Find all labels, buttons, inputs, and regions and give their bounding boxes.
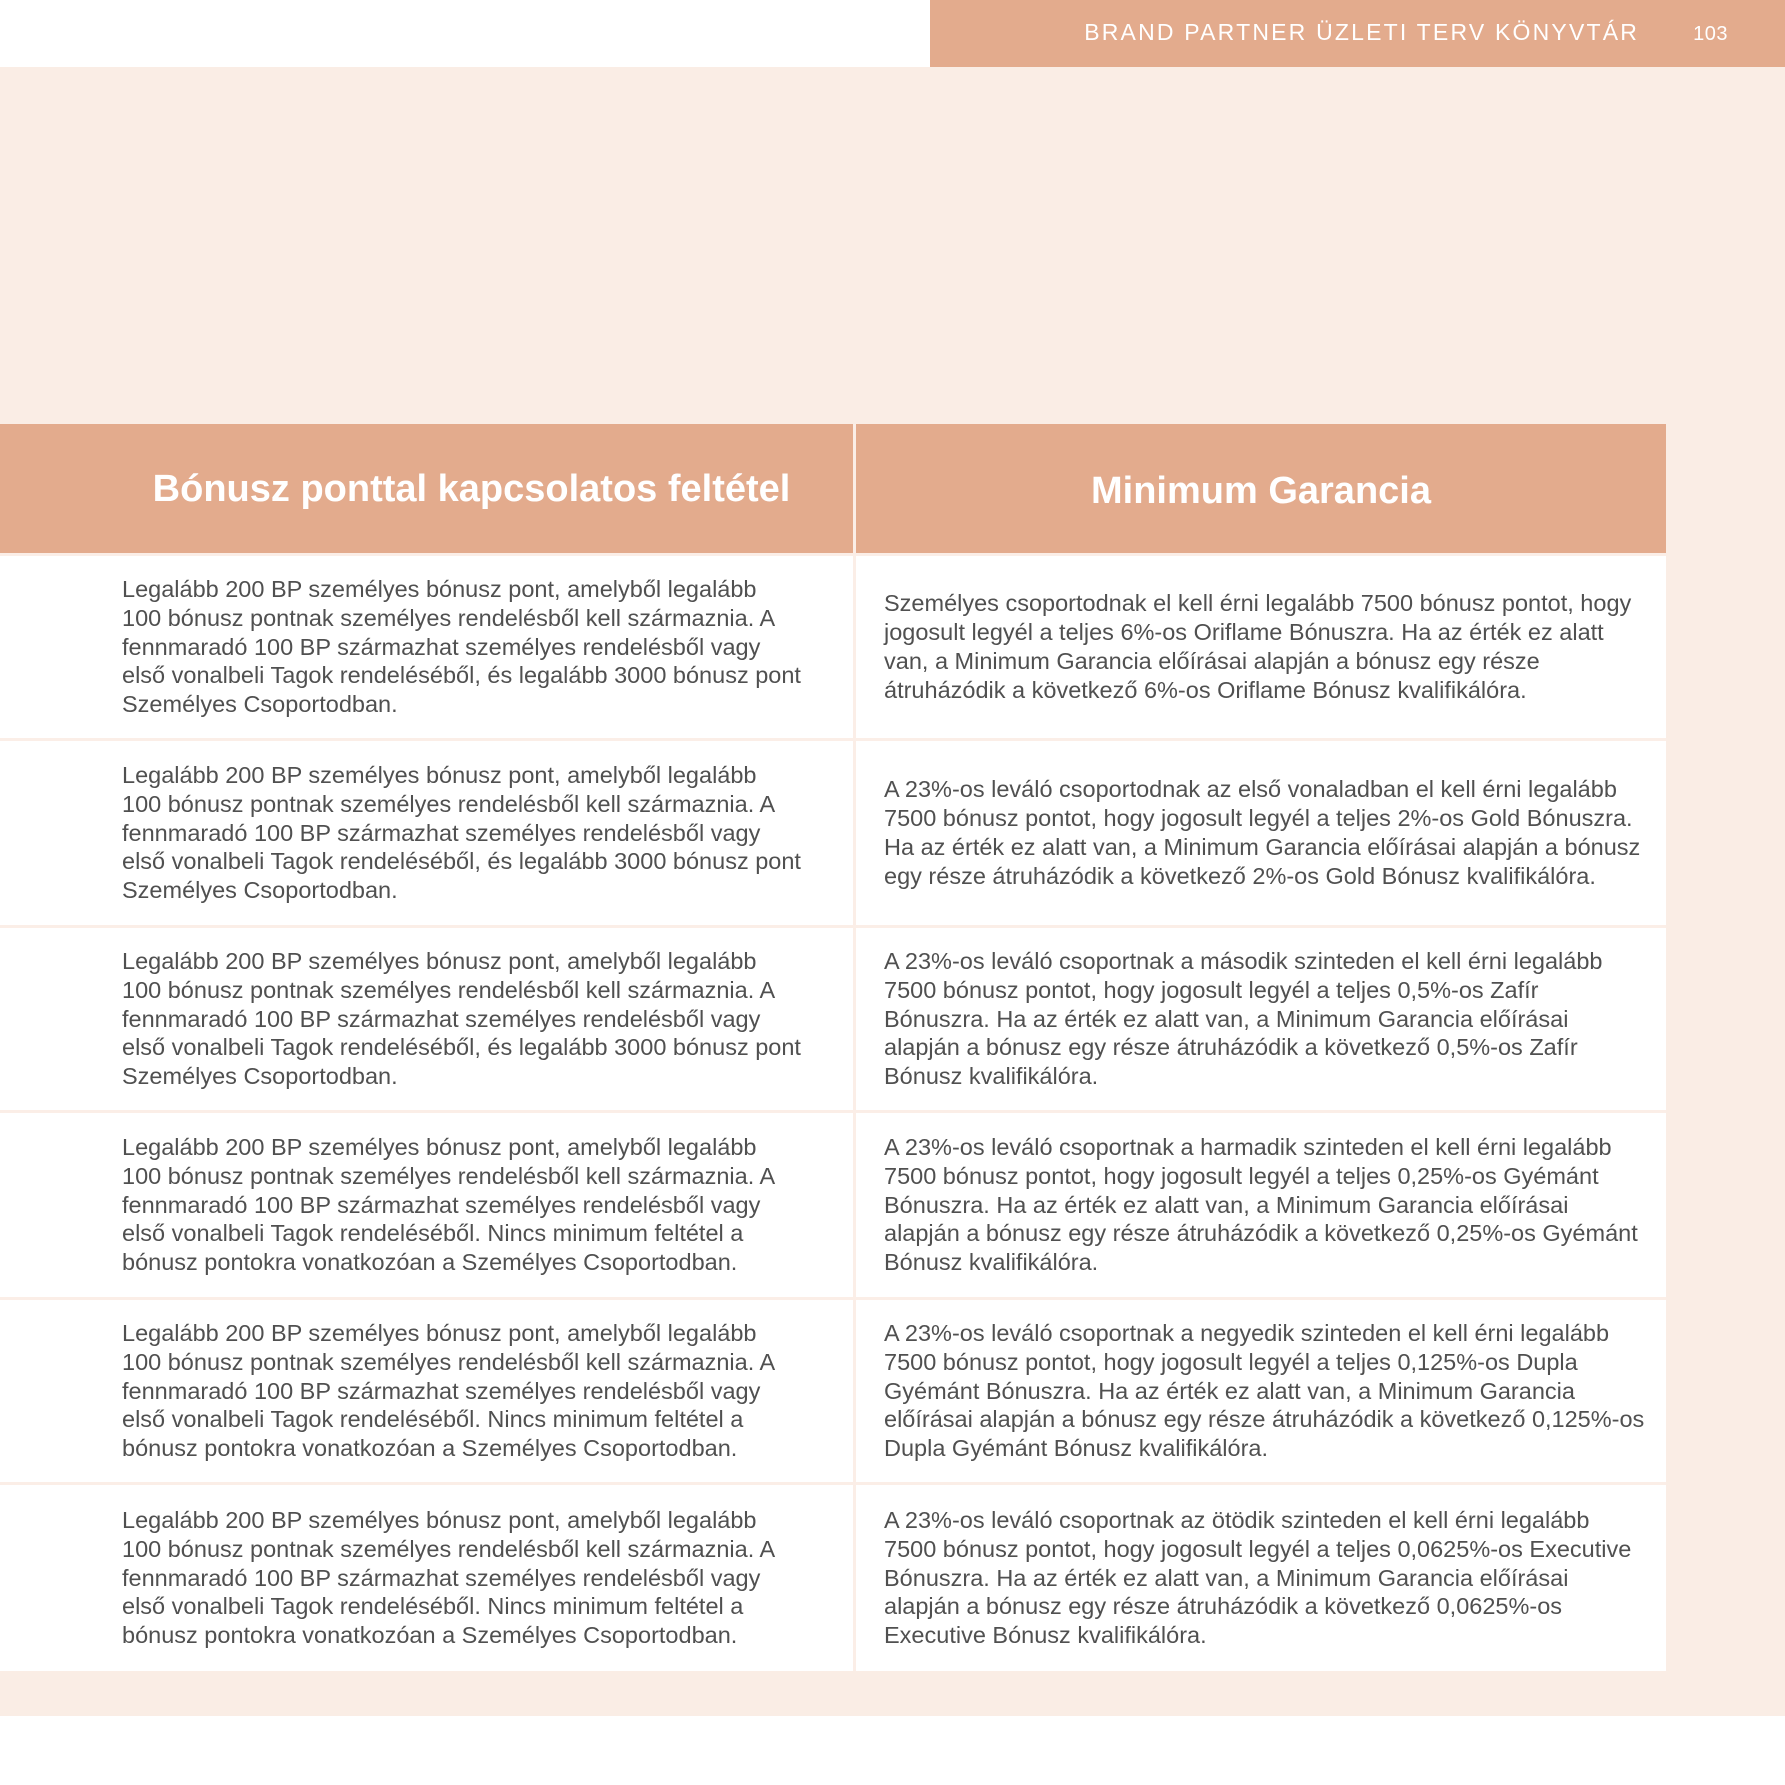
- guarantee-cell: [856, 556, 1666, 738]
- guarantee-cell: [856, 928, 1666, 1110]
- guarantee-cell: [856, 1113, 1666, 1297]
- table-row: [0, 928, 1666, 1110]
- guarantee-cell: [856, 741, 1666, 925]
- guarantee-text: A 23%-os leváló csoportodnak az első vonaladban el kell érni legalább 7500 bónusz pontot, hogy jogosult legyél a teljes 2%-os Gold Bónuszra. Ha az érték ez alatt van, a Minimum Garancia előírásai alapján a bónusz egy része átruházódik a következő 2%-os Gold Bónusz kvalifikálóra.: [884, 776, 1641, 889]
- top-margin: [0, 0, 930, 67]
- table-row: [0, 1485, 1666, 1671]
- guarantee-text: A 23%-os leváló csoportnak a negyedik szinteden el kell érni legalább 7500 bónusz pontot, hogy jogosult legyél a teljes 0,125%-os Dupla Gyémánt Bónuszra. Ha az érték ez alatt van, a Minimum Garancia előírásai alapján a bónusz egy része átruházódik a következő 0,125%-os Dupla Gyémánt Bónusz kvalifikálóra.: [884, 1320, 1645, 1462]
- guarantee-text: A 23%-os leváló csoportnak az ötödik szinteden el kell érni legalább 7500 bónusz pontot, hogy jogosult legyél a teljes 0,0625%-os Executive Bónuszra. Ha az érték ez alatt van, a Minimum Garancia előírásai alapján a bónusz egy része átruházódik a következő 0,0625%-os Executive Bónusz kvalifikálóra.: [884, 1507, 1632, 1649]
- condition-text: Legalább 200 BP személyes bónusz pont, amelyből legalább 100 bónusz pontnak személyes rendelésből kell származnia. A fennmaradó 100 BP származhat személyes rendelésből vagy első vonalbeli Tagok rendeléséből, és legalább 3000 bónusz pont Személyes Csoportodban.: [122, 762, 801, 904]
- guarantee-text: A 23%-os leváló csoportnak a harmadik szinteden el kell érni legalább 7500 bónusz pontot, hogy jogosult legyél a teljes 0,25%-os Gyémánt Bónuszra. Ha az érték ez alatt van, a Minimum Garancia előírásai alapján a bónusz egy része átruházódik a következő 0,25%-os Gyémánt Bónusz kvalifikálóra.: [884, 1134, 1638, 1276]
- condition-cell: [0, 741, 853, 925]
- column-header-minimum-guarantee: Minimum Garancia: [856, 424, 1666, 553]
- condition-text: Legalább 200 BP személyes bónusz pont, amelyből legalább 100 bónusz pontnak személyes rendelésből kell származnia. A fennmaradó 100 BP származhat személyes rendelésből vagy első vonalbeli Tagok rendeléséből. Nincs minimum feltétel a bónusz pontokra vonatkozóan a Személyes Csoportodban.: [122, 1507, 774, 1649]
- condition-text: Legalább 200 BP személyes bónusz pont, amelyből legalább 100 bónusz pontnak személyes rendelésből kell származnia. A fennmaradó 100 BP származhat személyes rendelésből vagy első vonalbeli Tagok rendeléséből, és legalább 3000 bónusz pont Személyes Csoportodban.: [122, 948, 801, 1090]
- guarantee-cell: [856, 1485, 1666, 1671]
- running-header: [930, 0, 1785, 67]
- condition-cell: [0, 1485, 853, 1671]
- page-number: 103: [1693, 23, 1728, 45]
- guarantee-text: A 23%-os leváló csoportnak a második szinteden el kell érni legalább 7500 bónusz pontot, hogy jogosult legyél a teljes 0,5%-os Zafír Bónuszra. Ha az érték ez alatt van, a Minimum Garancia előírásai alapján a bónusz egy része átruházódik a következő 0,5%-os Zafír Bónusz kvalifikálóra.: [884, 948, 1603, 1090]
- table-row: [0, 741, 1666, 925]
- condition-text: Legalább 200 BP személyes bónusz pont, amelyből legalább 100 bónusz pontnak személyes rendelésből kell származnia. A fennmaradó 100 BP származhat személyes rendelésből vagy első vonalbeli Tagok rendeléséből. Nincs minimum feltétel a bónusz pontokra vonatkozóan a Személyes Csoportodban.: [122, 1134, 774, 1276]
- condition-text: Legalább 200 BP személyes bónusz pont, amelyből legalább 100 bónusz pontnak személyes rendelésből kell származnia. A fennmaradó 100 BP származhat személyes rendelésből vagy első vonalbeli Tagok rendeléséből, és legalább 3000 bónusz pont Személyes Csoportodban.: [122, 576, 801, 718]
- condition-cell: [0, 928, 853, 1110]
- condition-cell: [0, 1300, 853, 1482]
- guarantee-text: Személyes csoportodnak el kell érni legalább 7500 bónusz pontot, hogy jogosult legyél a teljes 6%-os Oriflame Bónuszra. Ha az érték ez alatt van, a Minimum Garancia előírásai alapján a bónusz egy része átruházódik a következő 6%-os Oriflame Bónusz kvalifikálóra.: [884, 590, 1632, 703]
- document-title: BRAND PARTNER ÜZLETI TERV KÖNYVTÁR: [1084, 19, 1640, 45]
- column-header-condition: Bónusz ponttal kapcsolatos feltétel: [0, 424, 853, 553]
- minimum-guarantee-table: [0, 424, 1666, 1671]
- table-header-row: [0, 424, 1666, 553]
- guarantee-cell: [856, 1300, 1666, 1482]
- table-row: [0, 1300, 1666, 1482]
- condition-cell: [0, 1113, 853, 1297]
- condition-text: Legalább 200 BP személyes bónusz pont, amelyből legalább 100 bónusz pontnak személyes rendelésből kell származnia. A fennmaradó 100 BP származhat személyes rendelésből vagy első vonalbeli Tagok rendeléséből. Nincs minimum feltétel a bónusz pontokra vonatkozóan a Személyes Csoportodban.: [122, 1320, 774, 1462]
- table-row: [0, 1113, 1666, 1297]
- condition-cell: [0, 556, 853, 738]
- table-row: [0, 556, 1666, 738]
